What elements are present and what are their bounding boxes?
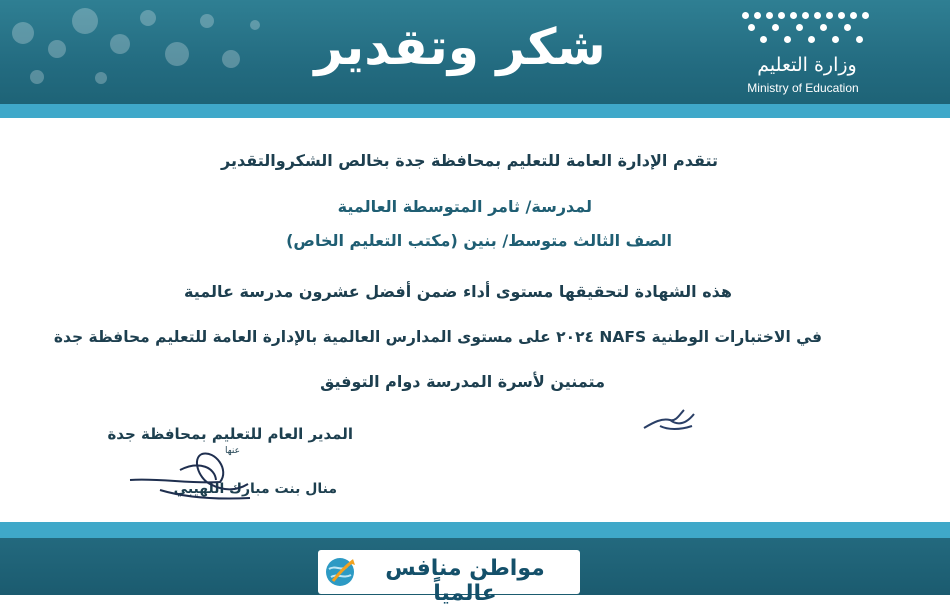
thanks-line: تتقدم الإدارة العامة للتعليم بمحافظة جدة بخالص الشكروالتقدير xyxy=(221,151,718,170)
signatory-name: منال بنت مبارك اللهيبي xyxy=(173,481,337,497)
globe-icon xyxy=(323,555,357,589)
nafs-line: في الاختبارات الوطنية NAFS ٢٠٢٤ على مستوى المدارس العالمية بالإدارة العامة للتعليم محافظة جدة xyxy=(53,328,822,346)
director-signature-icon xyxy=(120,440,270,512)
wishes-line: متمنين لأسرة المدرسة دوام التوفيق xyxy=(320,372,605,391)
footer-stripe xyxy=(0,522,950,538)
signatory-title: المدير العام للتعليم بمحافظة جدة xyxy=(107,425,353,443)
achievement-line: هذه الشهادة لتحقيقها مستوى أداء ضمن أفضل عشرون مدرسة عالمية xyxy=(184,282,732,301)
signature-note: عنها xyxy=(225,446,240,456)
initials-signature-icon xyxy=(640,400,700,434)
header-band xyxy=(0,0,950,110)
school-name: لمدرسة/ ثامر المتوسطة العالمية xyxy=(337,197,592,216)
decorative-dots xyxy=(0,0,300,110)
logo-english-text: Ministry of Education xyxy=(747,81,859,95)
ministry-logo xyxy=(740,8,900,100)
vision-badge-text: مواطن منافس عالمياً xyxy=(385,556,545,606)
certificate-title: شكر وتقدير xyxy=(314,18,606,76)
header-stripe xyxy=(0,104,950,118)
grade-line: الصف الثالث متوسط/ بنين (مكتب التعليم الخاص) xyxy=(286,231,672,250)
logo-arabic-text: وزارة التعليم xyxy=(757,54,857,76)
logo-dots-icon xyxy=(742,8,872,50)
